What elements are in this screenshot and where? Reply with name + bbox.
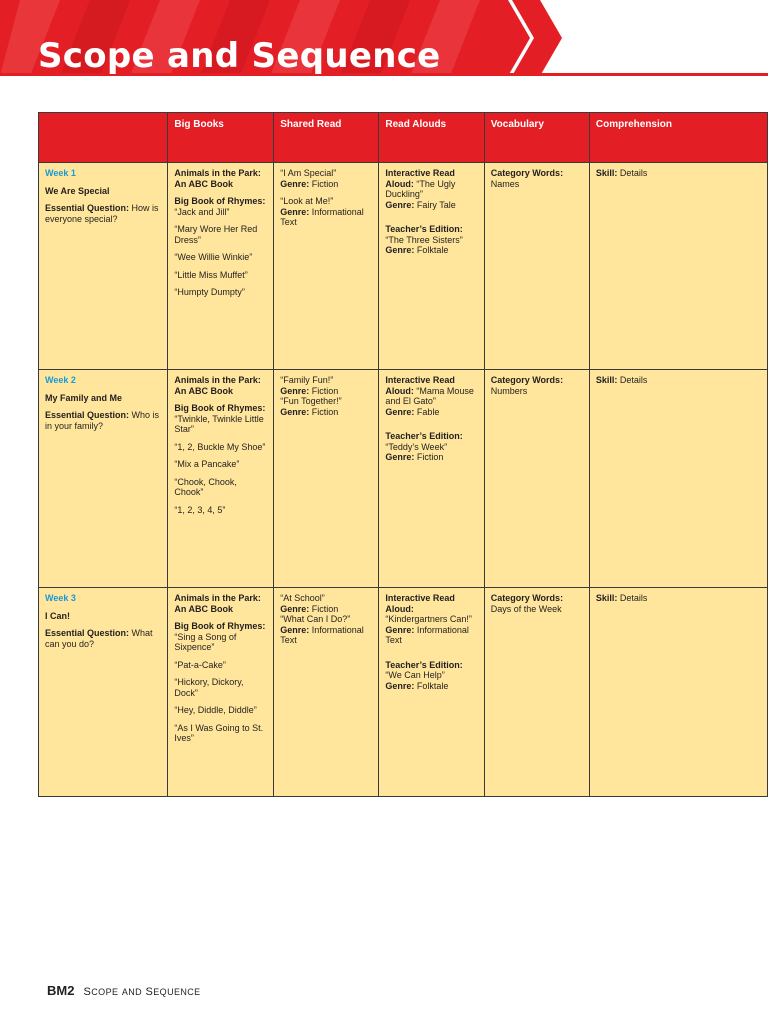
teachers-edition: Teacher’s Edition: “The Three Sisters” [385,224,463,245]
rhyme-item: “Chook, Chook, Chook” [174,476,237,497]
week-title: My Family and Me [45,392,123,403]
vocabulary-cell [484,163,589,370]
week-label: Week 2 [45,375,76,385]
eq-label: Essential Question: [45,628,130,638]
shared-read-cell [274,163,379,370]
rhyme-item: “Twinkle, Twinkle Little Star” [174,413,264,434]
skill: Skill: Details [595,375,648,385]
rhymes-label: Big Book of Rhymes: [174,196,266,206]
big-books-cell [168,588,274,797]
read-alouds-cell [379,588,484,797]
shared-genre: Genre: Fiction [280,406,339,417]
table-row [39,588,768,797]
rhyme-item: “Jack and Jill” [174,206,230,217]
big-book-title: Animals in the Park: An ABC Book [174,593,261,614]
vocabulary-cell [484,370,589,588]
rhyme-item: “Mary Wore Her Red Dress” [174,224,258,245]
column-header-week [39,113,168,163]
rhyme-item: “Hey, Diddle, Diddle” [174,705,257,715]
rhyme-item: “Hickory, Dickory, Dock” [174,677,244,698]
column-header-big-books: Big Books [168,113,274,163]
column-header-vocabulary: Vocabulary [484,113,589,163]
shared-genre: Genre: Informational Text [280,206,364,227]
shared-title: “I Am Special” [280,168,337,178]
category-words: Category Words: Days of the Week [490,593,564,614]
week-label: Week 3 [45,593,76,603]
week-label: Week 1 [45,168,76,178]
category-words: Category Words: Numbers [490,375,564,396]
shared-read-cell [274,588,379,797]
vocabulary-cell [484,588,589,797]
week-cell [39,163,168,370]
interactive-read-aloud: Interactive Read Aloud: “The Ugly Duckling” [385,168,456,199]
eq-text: How is everyone special? [45,203,159,224]
te-genre: Genre: Folktale [385,680,449,691]
category-words: Category Words: Names [490,168,564,189]
essential-question [45,203,161,224]
comprehension-cell [589,163,767,370]
week-title: I Can! [45,610,71,621]
eq-text: What can you do? [45,628,153,649]
interactive-read-aloud: Interactive Read Aloud: “Mama Mouse and El Gato” [385,375,474,406]
te-genre: Genre: Fiction [385,452,444,462]
column-header-shared-read: Shared Read [274,113,379,163]
rhyme-item: “1, 2, Buckle My Shoe” [174,441,266,452]
page-number: BM2 [47,983,75,998]
rhyme-item: “1, 2, 3, 4, 5” [174,504,226,515]
big-books-cell [168,163,274,370]
rhymes-label: Big Book of Rhymes: [174,621,266,631]
rhyme-item: “Mix a Pancake” [174,459,240,469]
page-footer [47,983,201,998]
shared-read-cell [274,370,379,588]
rhyme-item: “Little Miss Muffet” [174,269,248,280]
header-banner [0,0,768,82]
column-header-comprehension: Comprehension [589,113,767,163]
week-cell [39,370,168,588]
shared-genre: Genre: Informational Text [280,624,364,645]
ira-genre: Genre: Fairy Tale [385,199,456,210]
ira-genre: Genre: Fable [385,406,440,417]
comprehension-cell [589,370,767,588]
teachers-edition: Teacher’s Edition: “Teddy’s Week” [385,431,463,452]
week-cell [39,588,168,797]
ira-genre: Genre: Informational Text [385,624,469,645]
page-title: Scope and Sequence [38,36,441,76]
rhyme-item: “As I Was Going to St. Ives” [174,722,264,743]
shared-title: “Look at Me!” [280,196,334,206]
big-book-title: Animals in the Park: An ABC Book [174,168,261,189]
footer-label: SCOPE AND SEQUENCE [83,986,201,998]
rhyme-item: “Sing a Song of Sixpence” [174,631,237,652]
shared-genre: Genre: Fiction [280,385,339,396]
shared-title: “Fun Together!” [280,396,342,406]
big-book-title: Animals in the Park: An ABC Book [174,375,261,396]
comprehension-cell [589,588,767,797]
teachers-edition: Teacher’s Edition: “We Can Help” [385,659,463,680]
rhymes-label: Big Book of Rhymes: [174,403,266,413]
big-books-cell [168,370,274,588]
read-alouds-cell [379,370,484,588]
eq-label: Essential Question: [45,410,130,420]
essential-question [45,410,161,431]
interactive-read-aloud: Interactive Read Aloud: “Kindergartners Can!” [385,593,472,624]
eq-label: Essential Question: [45,203,130,213]
scope-sequence-table [38,112,768,797]
table-row [39,163,768,370]
essential-question [45,628,161,649]
table-row [39,370,768,588]
eq-text: Who is in your family? [45,410,160,431]
shared-title: “What Can I Do?” [280,614,351,624]
rhyme-item: “Pat-a-Cake” [174,659,226,670]
shared-genre: Genre: Fiction [280,603,339,614]
week-title: We Are Special [45,185,110,196]
shared-title: “Family Fun!” [280,375,334,385]
column-header-read-alouds: Read Alouds [379,113,484,163]
table-header-row [39,113,768,163]
shared-genre: Genre: Fiction [280,178,339,189]
read-alouds-cell [379,163,484,370]
skill: Skill: Details [595,593,648,603]
te-genre: Genre: Folktale [385,245,449,255]
skill: Skill: Details [595,168,648,178]
rhyme-item: “Humpty Dumpty” [174,287,245,297]
shared-title: “At School” [280,593,325,603]
rhyme-item: “Wee Willie Winkie” [174,252,253,262]
